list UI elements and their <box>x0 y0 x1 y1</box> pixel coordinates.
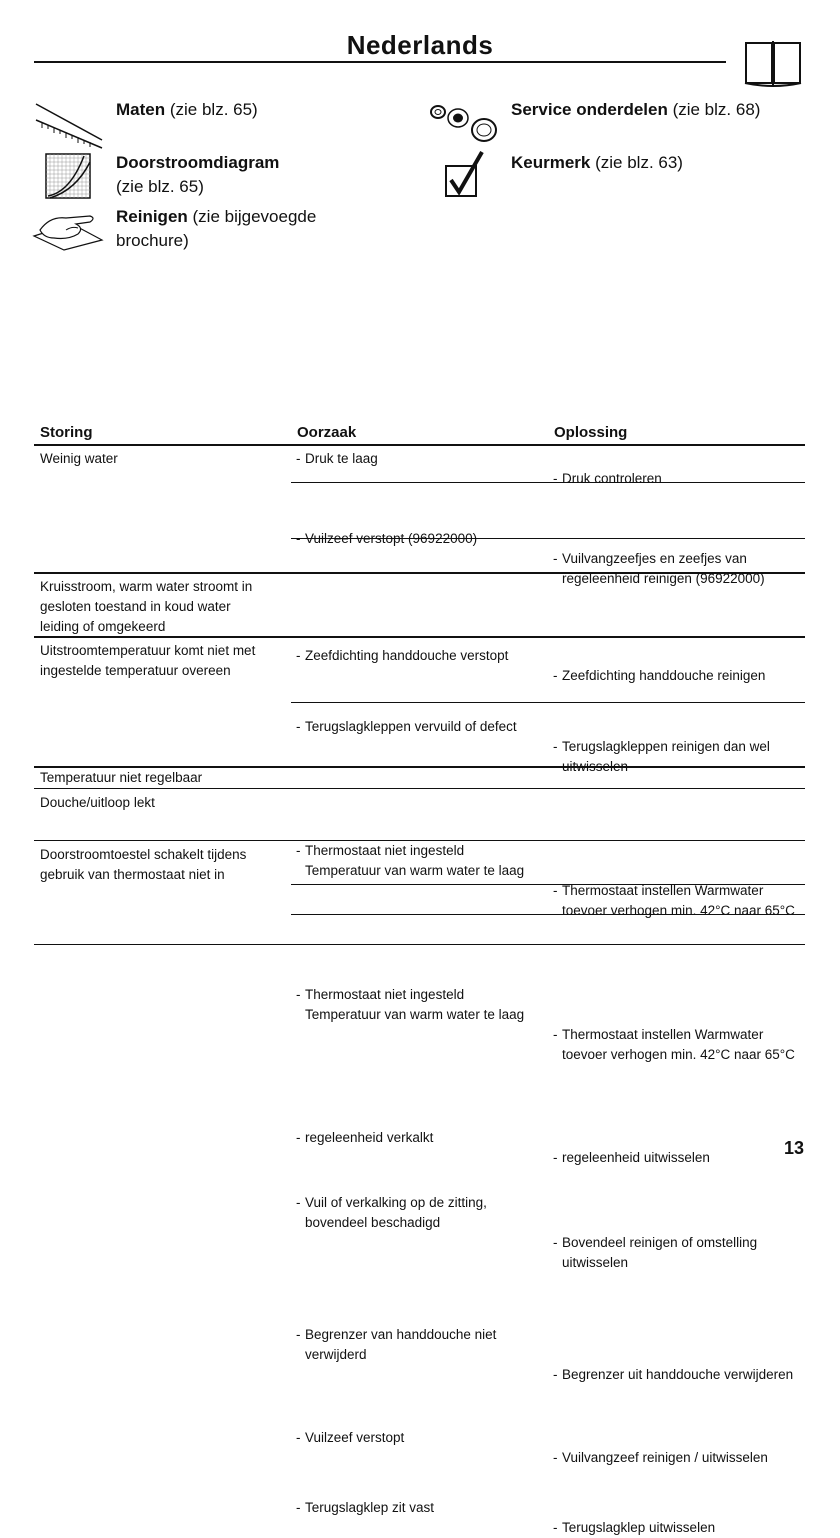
table-cell-oorzaak: - Zeefdichting handdouche verstopt <box>296 646 555 666</box>
table-cell-oorzaak: - Terugslagklep zit vast <box>296 1498 551 1518</box>
table-cell-oorzaak: - Vuilzeef verstopt (96922000) <box>296 529 551 549</box>
table-cell-oorzaak: - Druk te laag <box>296 449 551 469</box>
header-oorzaak: Oorzaak <box>297 424 357 441</box>
ref-reinigen: Reinigen (zie bijgevoegde brochure) <box>116 207 317 250</box>
ref-service-onderdelen: Service onderdelen (zie blz. 68) <box>511 100 761 119</box>
table-cell-storing: Douche/uitloop lekt <box>40 795 155 810</box>
ref-keurmerk: Keurmerk (zie blz. 63) <box>511 153 683 172</box>
spare-parts-icon <box>428 98 500 148</box>
ref-maten: Maten (zie blz. 65) <box>116 100 258 119</box>
ref-doorstroomdiagram: Doorstroomdiagram (zie blz. 65) <box>116 153 280 196</box>
table-cell-oorzaak: - Begrenzer van handdouche niet verwijderd <box>296 1325 540 1365</box>
table-cell-oorzaak: - Vuilzeef verstopt <box>296 1428 551 1448</box>
table-cell-storing: Weinig water <box>40 451 118 466</box>
table-cell-oplossing: - Begrenzer uit handdouche verwijderen <box>553 1365 807 1385</box>
table-cell-oplossing: - regeleenheid uitwisselen <box>553 1148 807 1168</box>
table-cell-oorzaak: - Thermostaat niet ingesteld Temperatuur van warm water te laag <box>296 841 531 881</box>
ruler-icon <box>32 100 104 150</box>
table-cell-storing: Doorstroomtoestel schakelt tijdens gebruik van thermostaat niet in <box>40 847 247 882</box>
table-cell-oorzaak: - regeleenheid verkalkt <box>296 1128 551 1148</box>
cleaning-hand-icon <box>32 206 104 252</box>
header-storing: Storing <box>40 424 93 441</box>
book-icon <box>744 37 802 87</box>
table-cell-oplossing: - Terugslagkleppen reinigen dan wel uitwisselen <box>553 737 807 777</box>
table-cell-oplossing: - Druk controleren <box>553 469 807 489</box>
table-cell-storing: Kruisstroom, warm water stroomt in gesloten toestand in koud water leiding of omgekeerd <box>40 579 253 634</box>
table-cell-oplossing: - Zeefdichting handdouche reinigen <box>553 666 812 686</box>
page-number: 13 <box>783 1138 804 1158</box>
table-cell-oplossing: - Bovendeel reinigen of omstelling uitwisselen <box>553 1233 792 1273</box>
table-cell-storing: Uitstroomtemperatuur komt niet met ingestelde temperatuur overeen <box>40 643 256 678</box>
table-cell-oorzaak: - Thermostaat niet ingesteld Temperatuur van warm water te laag <box>296 985 531 1025</box>
title-rule <box>34 61 726 63</box>
flow-diagram-icon <box>44 152 94 202</box>
header-oplossing: Oplossing <box>554 424 628 441</box>
table-line <box>291 702 805 703</box>
table-cell-oplossing: - Terugslagklep uitwisselen <box>553 1518 807 1538</box>
table-cell-oplossing: - Vuilvangzeef reinigen / uitwisselen <box>553 1448 812 1468</box>
table-cell-storing: Temperatuur niet regelbaar <box>40 770 203 785</box>
checkmark-icon <box>444 150 488 200</box>
table-cell-oplossing: - Thermostaat instellen Warmwater toevoer verhogen min. 42°C naar 65°C <box>553 1025 807 1065</box>
page-title: Nederlands <box>346 30 494 60</box>
table-cell-oplossing: - Vuilvangzeefjes en zeefjes van regeleenheid reinigen (96922000) <box>553 549 796 589</box>
table-line <box>34 788 805 789</box>
table-line <box>34 944 805 945</box>
table-cell-oorzaak: - Terugslagkleppen vervuild of defect <box>296 717 557 737</box>
table-line <box>34 444 805 446</box>
table-cell-oplossing: - Thermostaat instellen Warmwater toevoer verhogen min. 42°C naar 65°C <box>553 881 807 921</box>
table-cell-oorzaak: - Vuil of verkalking op de zitting, bovendeel beschadigd <box>296 1193 551 1233</box>
